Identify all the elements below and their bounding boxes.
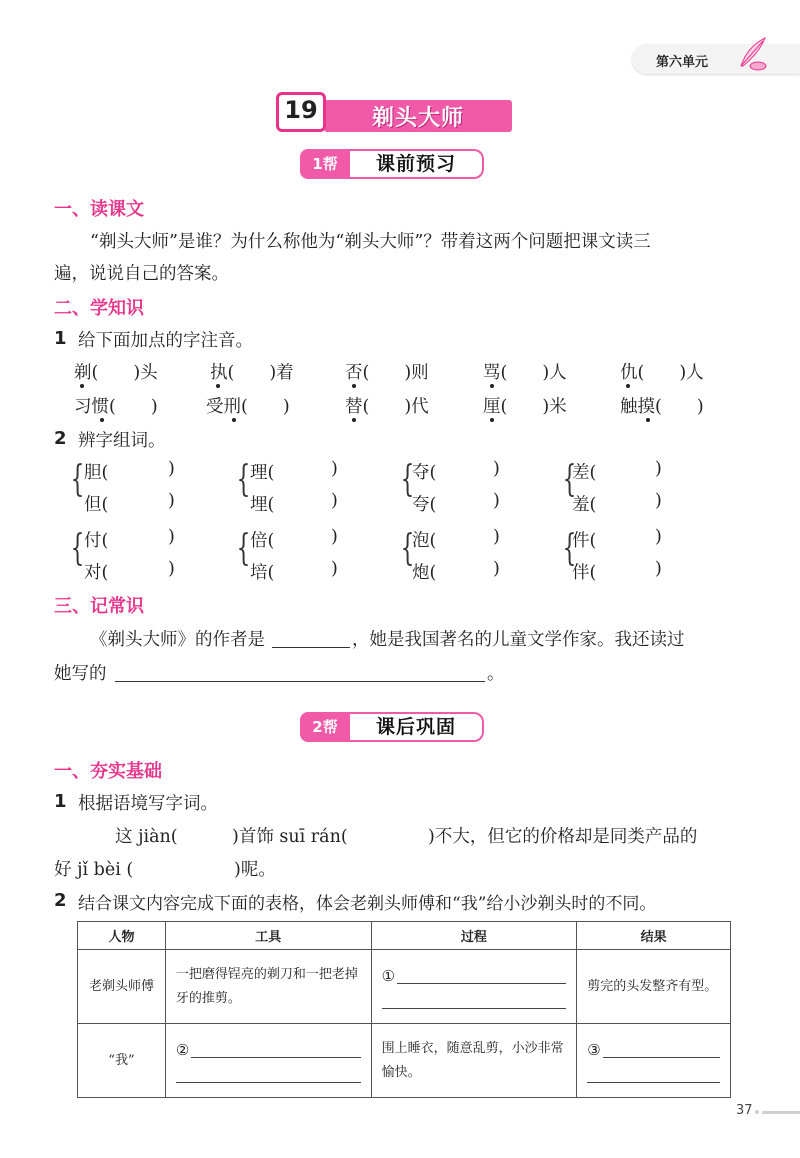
answer-marker: ③ — [587, 1041, 601, 1059]
word-pair-bottom: 炮( — [412, 563, 437, 583]
brace: { — [400, 459, 415, 500]
page-number: 37 — [736, 1103, 753, 1118]
close-paren: ) — [168, 459, 175, 479]
word-pair-top: 付( — [84, 531, 109, 551]
answer-blank[interactable] — [191, 1057, 360, 1058]
page-decoration — [762, 1111, 800, 1114]
pinyin-item: 剃( )头 — [74, 363, 158, 383]
paragraph-text: ，她是我国著名的儿童文学作家。我还读过 — [352, 630, 685, 650]
question-text: 根据语境写字词。 — [78, 794, 218, 814]
section-heading: 二、学知识 — [54, 298, 144, 319]
section-heading: 一、读课文 — [54, 199, 144, 220]
word-pair-bottom: 培( — [250, 563, 275, 583]
close-paren: ) — [493, 459, 500, 479]
close-paren: ) — [168, 559, 175, 579]
close-paren: ) — [655, 459, 662, 479]
close-paren: ) — [493, 491, 500, 511]
paragraph-line: “剃头大师”是谁？为什么称他为“剃头大师”？带着这两个问题把课文读三 — [90, 232, 651, 252]
table-cell-person: “我” — [78, 1024, 166, 1098]
table-cell-tool: 一把磨得锃亮的剃刀和一把老掉牙的推剪。 — [165, 950, 371, 1024]
table-header: 过程 — [371, 922, 577, 950]
word-pair-bottom: 羞( — [572, 495, 597, 515]
close-paren: ) — [331, 491, 338, 511]
emphasis-dot — [216, 384, 220, 388]
table-cell-person: 老剃头师傅 — [78, 950, 166, 1024]
pinyin-fill: )呢。 — [234, 860, 276, 880]
lesson-number: 19 — [284, 96, 318, 124]
table-header: 结果 — [577, 922, 731, 950]
pinyin-item: 替( )代 — [345, 397, 429, 417]
pinyin-item: 否( )则 — [345, 363, 429, 383]
table-row — [78, 950, 731, 1024]
pinyin-item: 习惯( ) — [74, 397, 158, 417]
question-number: 1 — [54, 328, 67, 349]
answer-blank[interactable] — [272, 647, 350, 648]
question-text: 辨字组词。 — [78, 431, 166, 451]
lesson-title: 剃头大师 — [371, 106, 464, 131]
emphasis-dot — [352, 418, 356, 422]
table-header: 工具 — [165, 922, 371, 950]
close-paren: ) — [331, 559, 338, 579]
close-paren: ) — [493, 527, 500, 547]
paragraph-text: 。 — [487, 664, 505, 684]
brace: { — [236, 459, 251, 500]
question-number: 1 — [54, 791, 67, 812]
question-number: 2 — [54, 890, 67, 911]
pinyin-fill: )不大，但它的价格却是同类产品的 — [428, 827, 698, 847]
section-pill-label: 课前预习 — [350, 149, 484, 179]
pinyin-item: 厘( )米 — [483, 397, 567, 417]
word-pair-bottom: 对( — [84, 563, 109, 583]
section-pill-label: 课后巩固 — [350, 712, 484, 742]
close-paren: ) — [655, 559, 662, 579]
close-paren: ) — [655, 491, 662, 511]
close-paren: ) — [168, 527, 175, 547]
comparison-table — [77, 921, 731, 1098]
answer-blank[interactable] — [587, 1082, 720, 1083]
pinyin-fill: )首饰 suī rán( — [232, 827, 348, 847]
answer-blank[interactable] — [115, 681, 485, 682]
section-heading: 一、夯实基础 — [54, 761, 162, 782]
word-pair-top: 泡( — [412, 531, 437, 551]
table-header-row — [78, 922, 731, 950]
emphasis-dot — [490, 418, 494, 422]
answer-blank[interactable] — [176, 1082, 361, 1083]
brace: { — [562, 459, 577, 500]
brace: { — [236, 528, 251, 569]
section-pill-number: 1帮 — [300, 149, 350, 179]
brace: { — [562, 528, 577, 569]
pinyin-item: 骂( )人 — [483, 363, 567, 383]
question-text: 给下面加点的字注音。 — [78, 331, 253, 351]
emphasis-dot — [100, 418, 104, 422]
table-cell-process: 围上睡衣，随意乱剪，小沙非常愉快。 — [371, 1024, 577, 1098]
word-pair-top: 倍( — [250, 531, 275, 551]
brace: { — [70, 528, 85, 569]
emphasis-dot — [352, 384, 356, 388]
emphasis-dot — [232, 418, 236, 422]
close-paren: ) — [331, 459, 338, 479]
pinyin-item: 执( )着 — [210, 363, 294, 383]
close-paren: ) — [168, 491, 175, 511]
word-pair-top: 夺( — [412, 463, 437, 483]
table-cell-process[interactable] — [371, 950, 577, 1024]
word-pair-top: 件( — [572, 531, 597, 551]
pinyin-item: 受刑( ) — [206, 397, 290, 417]
word-pair-bottom: 但( — [84, 495, 109, 515]
word-pair-top: 胆( — [84, 463, 109, 483]
answer-blank[interactable] — [397, 983, 566, 984]
answer-blank[interactable] — [603, 1057, 720, 1058]
pinyin-fill: 好 jǐ bèi ( — [54, 860, 134, 880]
paragraph-text: 《剃头大师》的作者是 — [90, 630, 265, 650]
section-heading: 三、记常识 — [54, 596, 144, 617]
pinyin-fill: 这 jiàn( — [115, 827, 178, 847]
answer-marker: ① — [381, 967, 396, 985]
question-number: 2 — [54, 428, 67, 449]
answer-marker: ② — [175, 1041, 190, 1059]
brace: { — [400, 528, 415, 569]
pinyin-item: 仇( )人 — [620, 363, 704, 383]
paragraph-text: 她写的 — [54, 664, 107, 684]
close-paren: ) — [331, 527, 338, 547]
word-pair-bottom: 夸( — [412, 495, 437, 515]
word-pair-top: 理( — [250, 463, 275, 483]
pinyin-item: 触摸( ) — [620, 397, 704, 417]
emphasis-dot — [80, 384, 84, 388]
table-row — [78, 1024, 731, 1098]
emphasis-dot — [490, 384, 494, 388]
answer-blank[interactable] — [382, 1008, 567, 1009]
section-pill-number: 2帮 — [300, 712, 350, 742]
emphasis-dot — [646, 418, 650, 422]
table-header: 人物 — [78, 922, 166, 950]
question-text: 结合课文内容完成下面的表格，体会老剃头师傅和“我”给小沙剃头时的不同。 — [78, 894, 657, 914]
unit-label: 第六单元 — [656, 55, 709, 70]
close-paren: ) — [655, 527, 662, 547]
table-cell-result: 剪完的头发整齐有型。 — [577, 950, 731, 1024]
quill-icon — [735, 36, 769, 72]
table-cell-result[interactable] — [577, 1024, 731, 1098]
page-decoration — [755, 1110, 759, 1114]
word-pair-top: 差( — [572, 463, 597, 483]
emphasis-dot — [626, 384, 630, 388]
word-pair-bottom: 伴( — [572, 563, 597, 583]
table-cell-tool[interactable] — [165, 1024, 371, 1098]
paragraph-line: 遍，说说自己的答案。 — [54, 264, 229, 284]
brace: { — [70, 459, 85, 500]
word-pair-bottom: 埋( — [250, 495, 275, 515]
close-paren: ) — [493, 559, 500, 579]
